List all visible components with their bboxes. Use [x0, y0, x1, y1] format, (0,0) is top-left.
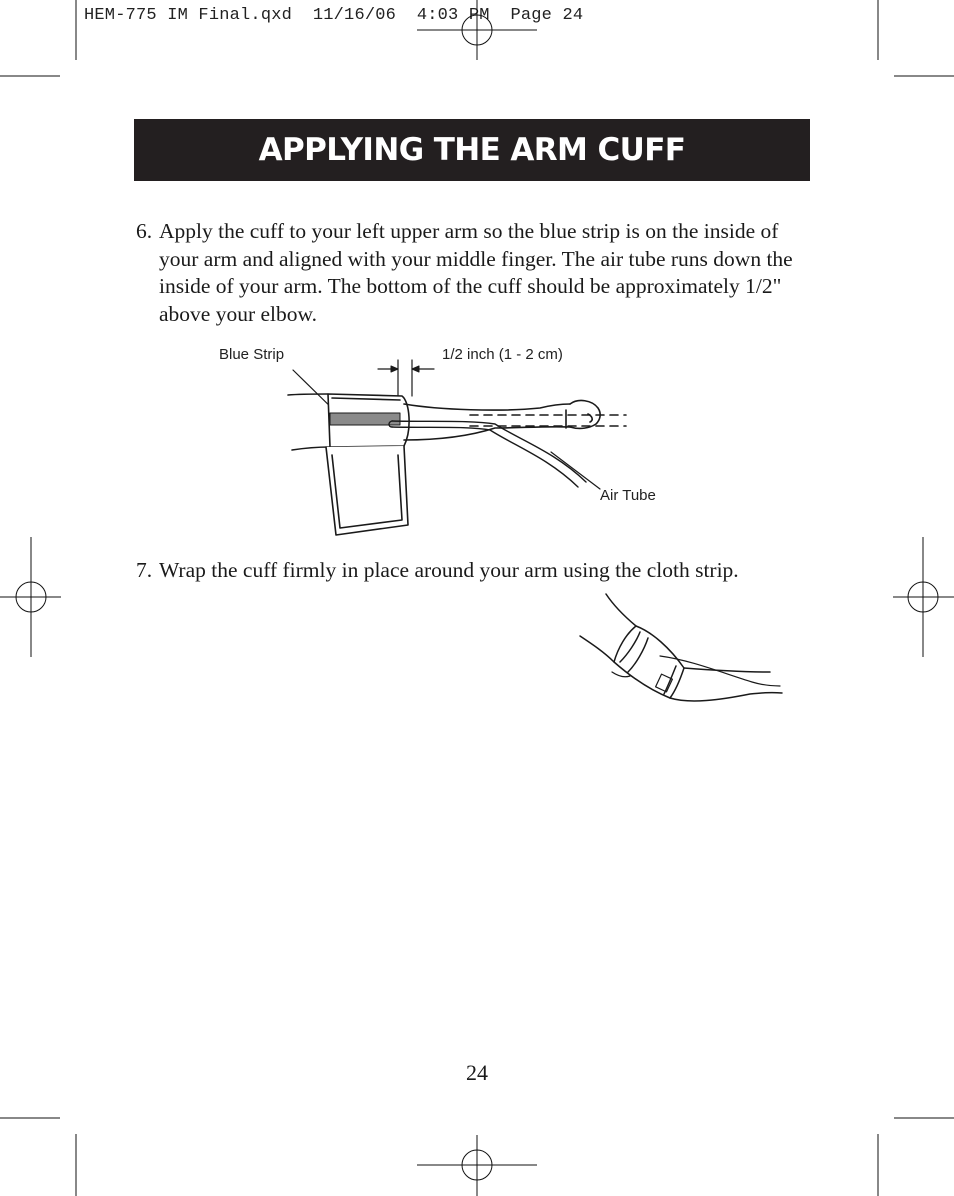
- printer-slug: HEM-775 IM Final.qxd 11/16/06 4:03 PM Page 24: [84, 6, 584, 25]
- page-title: APPLYING THE ARM CUFF: [258, 132, 686, 168]
- page-number: 24: [466, 1060, 488, 1085]
- step-6-text: Apply the cuff to your left upper arm so the blue strip is on the inside of your arm and aligned with your middle finger. The air tube runs down the inside of your arm. The bottom of the cuff should be approximately 1/2" above your elbow.: [159, 219, 793, 326]
- step-6-number: 6.: [136, 219, 153, 243]
- blue-strip-label: Blue Strip: [219, 346, 285, 363]
- distance-label: 1/2 inch (1 - 2 cm): [442, 346, 563, 363]
- air-tube-label: Air Tube: [600, 487, 656, 504]
- step-7-number: 7.: [136, 558, 153, 582]
- step-7-text: Wrap the cuff firmly in place around your arm using the cloth strip.: [159, 558, 739, 582]
